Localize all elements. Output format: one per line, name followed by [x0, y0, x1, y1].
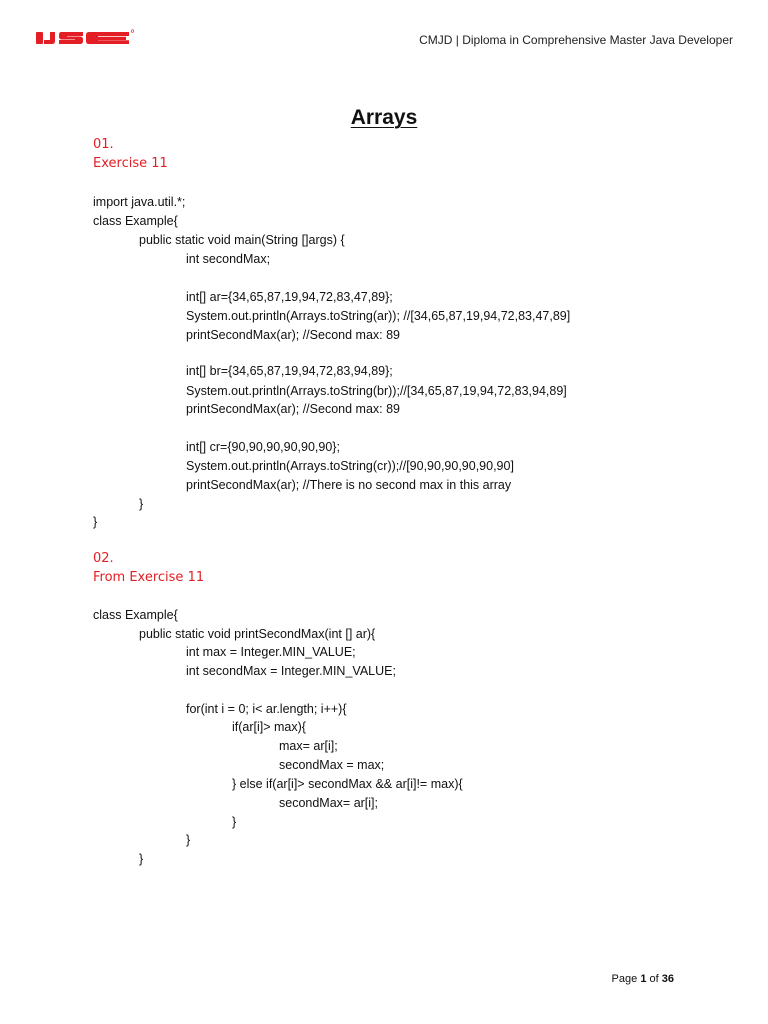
code-line: max= ar[i];	[279, 739, 338, 753]
code-line: }	[139, 852, 144, 866]
code-line: class Example{	[93, 608, 178, 622]
page-header	[0, 0, 768, 60]
code-line: }	[93, 515, 98, 529]
code-line: int secondMax = Integer.MIN_VALUE;	[186, 664, 396, 678]
section-subtitle: From Exercise 11	[93, 570, 205, 585]
code-line: int[] cr={90,90,90,90,90,90};	[186, 440, 340, 454]
header-course-title: CMJD | Diploma in Comprehensive Master Java Developer	[419, 33, 733, 47]
code-line: printSecondMax(ar); //There is no second max in this array	[186, 478, 512, 492]
page-footer	[612, 973, 674, 985]
code-line: secondMax = max;	[279, 758, 385, 772]
code-line: int max = Integer.MIN_VALUE;	[186, 645, 356, 659]
code-line: import java.util.*;	[93, 195, 186, 209]
code-line: System.out.println(Arrays.toString(cr));//[90,90,90,90,90,90]	[186, 459, 514, 473]
section-number: 01.	[93, 137, 114, 152]
ijse-logo	[34, 28, 136, 50]
code-line: public static void main(String []args) {	[139, 233, 345, 247]
code-line: }	[186, 833, 191, 847]
total-pages: 36	[661, 973, 674, 985]
code-line: printSecondMax(ar); //Second max: 89	[186, 402, 400, 416]
section-subtitle: Exercise 11	[93, 156, 168, 171]
code-line: if(ar[i]> max){	[232, 720, 306, 734]
page-label: Page	[611, 973, 638, 985]
code-line: System.out.println(Arrays.toString(ar)); //[34,65,87,19,94,72,83,47,89]	[186, 309, 571, 323]
code-line: int[] ar={34,65,87,19,94,72,83,47,89};	[186, 290, 393, 304]
code-line: int secondMax;	[186, 252, 271, 266]
page-number: 1	[640, 973, 647, 985]
of-label: of	[649, 973, 659, 985]
code-line: public static void printSecondMax(int [] ar){	[139, 627, 376, 641]
code-line: }	[232, 815, 237, 829]
code-line: } else if(ar[i]> secondMax && ar[i]!= max){	[232, 777, 463, 791]
code-line: int[] br={34,65,87,19,94,72,83,94,89};	[186, 364, 393, 378]
code-line: System.out.println(Arrays.toString(br));//[34,65,87,19,94,72,83,94,89]	[186, 384, 567, 398]
section-number: 02.	[93, 551, 114, 566]
code-line: class Example{	[93, 214, 178, 228]
code-line: for(int i = 0; i< ar.length; i++){	[186, 702, 347, 716]
code-line: printSecondMax(ar); //Second max: 89	[186, 328, 400, 342]
page-title: Arrays	[350, 106, 418, 129]
code-line: }	[139, 497, 144, 511]
code-line: secondMax= ar[i];	[279, 796, 379, 810]
